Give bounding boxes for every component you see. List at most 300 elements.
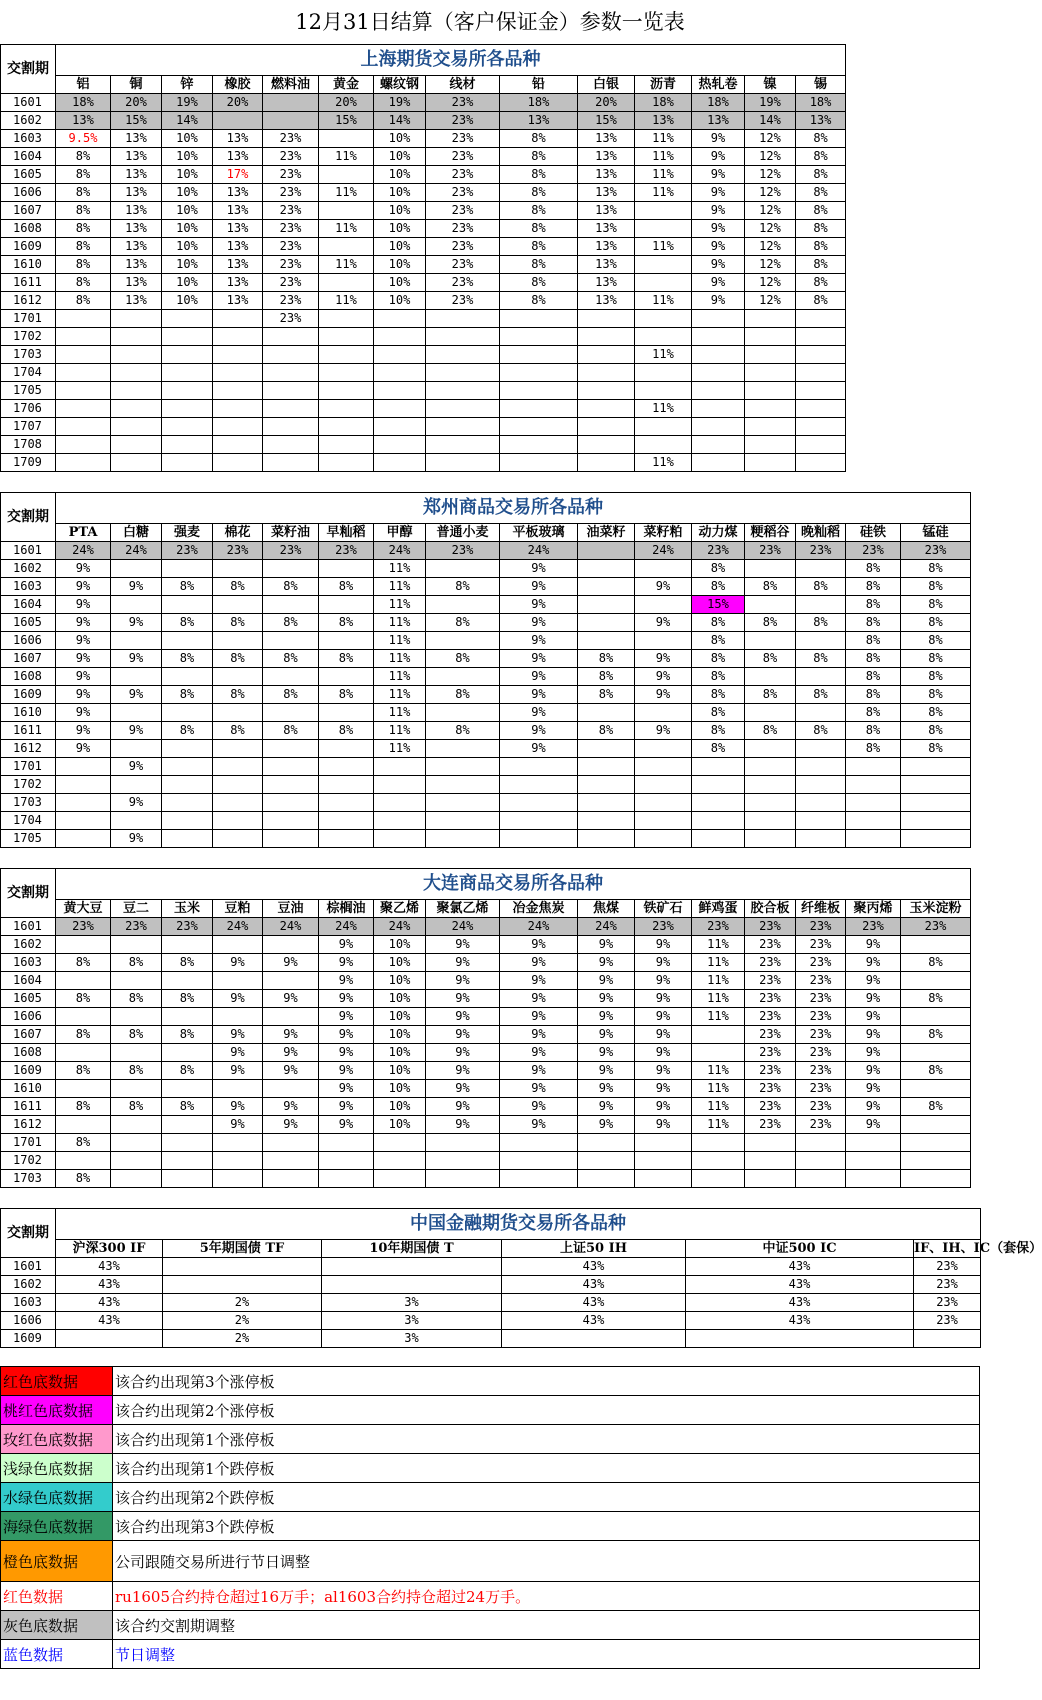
margin-cell xyxy=(426,830,500,848)
margin-cell xyxy=(213,972,263,990)
column-header: PTA xyxy=(56,524,111,542)
margin-cell xyxy=(56,328,111,346)
margin-cell xyxy=(162,1008,213,1026)
margin-cell: 8% xyxy=(796,722,846,740)
margin-cell: 8% xyxy=(56,238,111,256)
margin-cell xyxy=(213,1008,263,1026)
margin-cell xyxy=(319,794,374,812)
margin-cell xyxy=(162,812,213,830)
margin-cell xyxy=(692,812,745,830)
margin-cell: 11% xyxy=(692,972,745,990)
margin-cell: 9% xyxy=(426,1116,500,1134)
margin-cell: 24% xyxy=(374,918,426,936)
margin-cell: 8% xyxy=(213,650,263,668)
margin-cell: 8% xyxy=(319,650,374,668)
margin-cell xyxy=(635,740,692,758)
margin-cell: 23% xyxy=(745,918,796,936)
margin-cell xyxy=(263,740,319,758)
margin-cell: 20% xyxy=(578,94,635,112)
margin-cell: 13% xyxy=(578,292,635,310)
margin-cell xyxy=(319,364,374,382)
margin-cell xyxy=(163,1276,322,1294)
margin-cell: 9% xyxy=(692,202,745,220)
margin-cell xyxy=(692,310,745,328)
margin-cell: 15% xyxy=(111,112,162,130)
column-header: 早籼稻 xyxy=(319,524,374,542)
margin-cell xyxy=(426,1134,500,1152)
margin-cell xyxy=(162,776,213,794)
margin-cell: 12% xyxy=(745,130,796,148)
margin-cell xyxy=(263,1152,319,1170)
delivery-month: 1604 xyxy=(1,972,56,990)
delivery-month: 1601 xyxy=(1,94,56,112)
margin-cell: 23% xyxy=(745,972,796,990)
margin-cell xyxy=(426,596,500,614)
margin-cell xyxy=(578,454,635,472)
margin-cell: 8% xyxy=(901,650,971,668)
margin-cell xyxy=(111,632,162,650)
column-header: 螺纹钢 xyxy=(374,76,426,94)
margin-cell: 9% xyxy=(319,1116,374,1134)
margin-cell: 9% xyxy=(500,632,578,650)
margin-cell xyxy=(635,596,692,614)
margin-cell xyxy=(692,776,745,794)
margin-cell xyxy=(796,1152,846,1170)
margin-cell: 9% xyxy=(578,1062,635,1080)
margin-cell: 8% xyxy=(692,578,745,596)
margin-cell: 8% xyxy=(319,614,374,632)
delivery-month: 1608 xyxy=(1,220,56,238)
margin-cell: 8% xyxy=(846,704,901,722)
margin-cell xyxy=(635,704,692,722)
margin-cell xyxy=(162,740,213,758)
margin-cell: 11% xyxy=(374,704,426,722)
margin-cell: 9% xyxy=(692,220,745,238)
margin-cell: 10% xyxy=(374,166,426,184)
margin-cell: 13% xyxy=(578,184,635,202)
margin-cell xyxy=(796,1170,846,1188)
table-row xyxy=(1,112,846,130)
margin-cell xyxy=(692,1170,745,1188)
margin-cell: 11% xyxy=(635,400,692,418)
margin-cell: 9% xyxy=(846,1098,901,1116)
margin-cell: 8% xyxy=(692,668,745,686)
margin-cell: 9% xyxy=(846,1116,901,1134)
margin-cell: 9% xyxy=(578,972,635,990)
margin-cell: 11% xyxy=(692,936,745,954)
margin-cell xyxy=(635,382,692,400)
margin-cell: 8% xyxy=(56,220,111,238)
margin-cell xyxy=(745,632,796,650)
margin-cell: 8% xyxy=(263,650,319,668)
margin-cell: 8% xyxy=(901,632,971,650)
margin-cell: 10% xyxy=(374,202,426,220)
margin-cell: 9% xyxy=(426,990,500,1008)
margin-cell: 9% xyxy=(426,1098,500,1116)
delivery-month: 1611 xyxy=(1,274,56,292)
delivery-month: 1608 xyxy=(1,668,56,686)
margin-cell: 8% xyxy=(111,990,162,1008)
margin-cell: 10% xyxy=(162,184,213,202)
margin-cell: 9% xyxy=(426,936,500,954)
cffex-table xyxy=(0,1208,1042,1348)
margin-cell: 10% xyxy=(374,1008,426,1026)
margin-cell: 10% xyxy=(162,256,213,274)
delivery-month: 1709 xyxy=(1,454,56,472)
margin-cell: 23% xyxy=(914,1276,981,1294)
delivery-month: 1607 xyxy=(1,650,56,668)
margin-cell: 11% xyxy=(635,148,692,166)
margin-cell: 8% xyxy=(111,1098,162,1116)
margin-cell: 11% xyxy=(692,990,745,1008)
margin-cell xyxy=(374,776,426,794)
column-header: 线材 xyxy=(426,76,500,94)
margin-cell: 8% xyxy=(846,650,901,668)
table-row xyxy=(1,454,846,472)
margin-cell: 9% xyxy=(500,972,578,990)
margin-cell: 15% xyxy=(319,112,374,130)
margin-cell: 8% xyxy=(162,954,213,972)
margin-cell: 23% xyxy=(56,918,111,936)
delivery-month: 1703 xyxy=(1,1170,56,1188)
margin-cell xyxy=(578,632,635,650)
margin-cell: 13% xyxy=(213,148,263,166)
delivery-month: 1602 xyxy=(1,112,56,130)
margin-cell: 9% xyxy=(319,1098,374,1116)
margin-cell xyxy=(578,830,635,848)
margin-cell xyxy=(374,364,426,382)
column-header: IF、IH、IC（套保） xyxy=(914,1241,1042,1256)
margin-cell: 11% xyxy=(692,1080,745,1098)
margin-cell: 9% xyxy=(846,972,901,990)
margin-cell: 12% xyxy=(745,220,796,238)
table-row xyxy=(1,184,846,202)
margin-cell xyxy=(213,830,263,848)
table-row xyxy=(1,1294,981,1312)
margin-cell: 13% xyxy=(213,274,263,292)
margin-cell: 8% xyxy=(901,1098,971,1116)
margin-cell: 13% xyxy=(111,202,162,220)
margin-cell: 8% xyxy=(263,722,319,740)
margin-cell xyxy=(692,1134,745,1152)
legend-row xyxy=(1,1367,980,1396)
margin-cell xyxy=(56,936,111,954)
margin-cell xyxy=(846,1152,901,1170)
delivery-month: 1612 xyxy=(1,1116,56,1134)
margin-cell xyxy=(374,1170,426,1188)
margin-cell: 13% xyxy=(56,112,111,130)
margin-cell xyxy=(56,1152,111,1170)
delivery-month: 1603 xyxy=(1,954,56,972)
column-header: 玉米 xyxy=(162,900,213,918)
margin-cell xyxy=(111,1116,162,1134)
margin-cell: 23% xyxy=(263,238,319,256)
margin-cell xyxy=(635,794,692,812)
margin-cell: 10% xyxy=(162,274,213,292)
margin-cell: 8% xyxy=(692,740,745,758)
margin-cell xyxy=(263,560,319,578)
margin-cell xyxy=(578,578,635,596)
margin-cell: 9% xyxy=(635,668,692,686)
margin-cell xyxy=(635,776,692,794)
margin-cell: 9% xyxy=(500,1044,578,1062)
margin-cell: 9% xyxy=(500,1062,578,1080)
margin-cell xyxy=(111,418,162,436)
margin-cell xyxy=(635,274,692,292)
margin-cell xyxy=(500,812,578,830)
margin-cell xyxy=(319,202,374,220)
margin-cell xyxy=(162,436,213,454)
margin-cell: 23% xyxy=(796,1098,846,1116)
margin-cell xyxy=(426,704,500,722)
margin-cell: 9% xyxy=(213,954,263,972)
row-header-label: 交割期 xyxy=(1,493,56,542)
margin-cell xyxy=(635,1170,692,1188)
margin-cell: 13% xyxy=(578,202,635,220)
margin-cell: 23% xyxy=(319,542,374,560)
margin-cell: 8% xyxy=(56,1026,111,1044)
margin-cell: 13% xyxy=(692,112,745,130)
margin-cell xyxy=(796,830,846,848)
margin-cell xyxy=(319,238,374,256)
margin-cell: 11% xyxy=(319,256,374,274)
delivery-month: 1605 xyxy=(1,990,56,1008)
table-row xyxy=(1,400,846,418)
margin-cell: 23% xyxy=(745,1044,796,1062)
margin-cell xyxy=(319,436,374,454)
margin-cell: 9% xyxy=(500,596,578,614)
margin-cell xyxy=(578,436,635,454)
column-header: 纤维板 xyxy=(796,900,846,918)
margin-cell: 15% xyxy=(578,112,635,130)
margin-cell: 9% xyxy=(692,166,745,184)
margin-cell xyxy=(901,936,971,954)
margin-cell: 9% xyxy=(635,936,692,954)
margin-cell: 9% xyxy=(56,740,111,758)
margin-cell xyxy=(162,1134,213,1152)
page-title: 12月31日结算（客户保证金）参数一览表 xyxy=(295,10,685,34)
czce-table xyxy=(0,492,971,848)
margin-cell: 8% xyxy=(796,130,846,148)
margin-cell xyxy=(111,704,162,722)
margin-cell: 13% xyxy=(213,292,263,310)
delivery-month: 1610 xyxy=(1,256,56,274)
delivery-month: 1608 xyxy=(1,1044,56,1062)
margin-cell xyxy=(500,1152,578,1170)
margin-cell xyxy=(319,346,374,364)
margin-cell: 9% xyxy=(426,1044,500,1062)
margin-cell xyxy=(635,256,692,274)
margin-cell xyxy=(162,668,213,686)
margin-cell xyxy=(796,1134,846,1152)
margin-cell: 23% xyxy=(796,918,846,936)
margin-cell xyxy=(635,202,692,220)
margin-cell: 23% xyxy=(426,256,500,274)
margin-cell: 8% xyxy=(426,686,500,704)
margin-cell: 23% xyxy=(796,972,846,990)
legend-label: 红色数据 xyxy=(1,1582,113,1611)
margin-cell xyxy=(426,382,500,400)
margin-cell: 13% xyxy=(796,112,846,130)
margin-cell xyxy=(162,1170,213,1188)
margin-cell: 8% xyxy=(213,614,263,632)
margin-cell: 8% xyxy=(500,184,578,202)
margin-cell xyxy=(319,776,374,794)
delivery-month: 1610 xyxy=(1,1080,56,1098)
margin-cell: 9% xyxy=(319,1062,374,1080)
margin-cell xyxy=(162,758,213,776)
margin-cell: 9% xyxy=(500,740,578,758)
margin-cell: 23% xyxy=(914,1294,981,1312)
table-row xyxy=(1,990,971,1008)
margin-cell: 23% xyxy=(901,918,971,936)
margin-cell xyxy=(374,830,426,848)
margin-cell xyxy=(319,596,374,614)
margin-cell xyxy=(213,310,263,328)
margin-cell: 23% xyxy=(111,918,162,936)
margin-cell xyxy=(914,1330,981,1348)
margin-cell: 8% xyxy=(796,184,846,202)
shfe-table xyxy=(0,44,846,472)
margin-cell: 43% xyxy=(56,1312,163,1330)
column-header: 豆二 xyxy=(111,900,162,918)
margin-cell: 8% xyxy=(426,722,500,740)
margin-cell: 23% xyxy=(263,184,319,202)
margin-cell xyxy=(319,328,374,346)
margin-cell: 43% xyxy=(502,1258,686,1276)
margin-cell: 9% xyxy=(213,990,263,1008)
margin-cell: 9% xyxy=(635,1026,692,1044)
margin-cell xyxy=(319,400,374,418)
margin-cell xyxy=(322,1258,502,1276)
margin-cell xyxy=(426,632,500,650)
column-header: 中证500 IC xyxy=(686,1240,914,1258)
margin-cell: 9% xyxy=(692,292,745,310)
column-header: 豆油 xyxy=(263,900,319,918)
table-row xyxy=(1,794,971,812)
margin-cell: 11% xyxy=(374,668,426,686)
margin-cell xyxy=(745,830,796,848)
margin-cell xyxy=(263,1080,319,1098)
margin-cell: 9% xyxy=(500,936,578,954)
delivery-month: 1607 xyxy=(1,202,56,220)
margin-cell xyxy=(578,418,635,436)
margin-cell xyxy=(901,1134,971,1152)
margin-cell: 9% xyxy=(319,954,374,972)
table-row xyxy=(1,364,846,382)
margin-cell: 8% xyxy=(213,722,263,740)
margin-cell xyxy=(263,758,319,776)
margin-cell: 8% xyxy=(692,632,745,650)
column-header: 铝 xyxy=(56,76,111,94)
margin-cell xyxy=(213,740,263,758)
margin-cell: 9% xyxy=(578,936,635,954)
margin-cell: 9% xyxy=(500,1080,578,1098)
margin-cell xyxy=(162,1116,213,1134)
table-row xyxy=(1,1152,971,1170)
margin-cell xyxy=(56,794,111,812)
margin-cell: 9% xyxy=(319,1008,374,1026)
margin-cell: 8% xyxy=(213,578,263,596)
margin-cell: 9% xyxy=(635,1044,692,1062)
column-header: 黄金 xyxy=(319,76,374,94)
column-header: 晚籼稻 xyxy=(796,524,846,542)
margin-cell xyxy=(635,220,692,238)
margin-cell xyxy=(901,758,971,776)
delivery-month: 1609 xyxy=(1,1330,56,1348)
margin-cell: 11% xyxy=(635,346,692,364)
margin-cell: 8% xyxy=(692,722,745,740)
table-row xyxy=(1,560,971,578)
margin-cell: 9% xyxy=(635,722,692,740)
margin-cell xyxy=(111,436,162,454)
margin-cell xyxy=(578,614,635,632)
margin-cell: 9% xyxy=(846,1026,901,1044)
table-row xyxy=(1,436,846,454)
margin-cell: 8% xyxy=(578,668,635,686)
margin-cell: 13% xyxy=(111,238,162,256)
margin-cell: 12% xyxy=(745,184,796,202)
legend-label: 玫红色底数据 xyxy=(1,1425,113,1454)
column-header: 10年期国债 T xyxy=(322,1240,502,1258)
margin-cell xyxy=(745,596,796,614)
margin-cell: 13% xyxy=(578,166,635,184)
margin-cell xyxy=(111,328,162,346)
margin-cell xyxy=(213,704,263,722)
delivery-month: 1605 xyxy=(1,614,56,632)
margin-cell xyxy=(319,668,374,686)
margin-cell xyxy=(500,346,578,364)
column-header: 锰硅 xyxy=(901,524,971,542)
margin-cell xyxy=(111,596,162,614)
margin-cell: 10% xyxy=(374,274,426,292)
column-header: 豆粕 xyxy=(213,900,263,918)
table-row xyxy=(1,1134,971,1152)
margin-cell: 8% xyxy=(796,686,846,704)
margin-cell: 18% xyxy=(796,94,846,112)
margin-cell xyxy=(56,776,111,794)
margin-cell: 23% xyxy=(796,1008,846,1026)
margin-cell xyxy=(692,1152,745,1170)
margin-cell: 10% xyxy=(162,166,213,184)
margin-cell: 9% xyxy=(846,1044,901,1062)
margin-cell: 9% xyxy=(426,1026,500,1044)
margin-cell xyxy=(213,112,263,130)
margin-cell: 10% xyxy=(162,292,213,310)
margin-cell xyxy=(263,382,319,400)
margin-cell xyxy=(901,830,971,848)
margin-cell: 23% xyxy=(635,918,692,936)
margin-cell xyxy=(111,310,162,328)
margin-cell xyxy=(578,400,635,418)
margin-cell: 11% xyxy=(692,1062,745,1080)
section-gap xyxy=(0,848,980,868)
margin-cell xyxy=(578,346,635,364)
margin-cell: 9% xyxy=(578,1116,635,1134)
table-row xyxy=(1,812,971,830)
margin-cell xyxy=(111,560,162,578)
margin-cell: 43% xyxy=(56,1276,163,1294)
margin-cell: 23% xyxy=(263,256,319,274)
margin-cell xyxy=(111,812,162,830)
margin-cell: 8% xyxy=(56,990,111,1008)
margin-cell: 13% xyxy=(111,166,162,184)
margin-cell xyxy=(426,758,500,776)
delivery-month: 1612 xyxy=(1,740,56,758)
margin-cell xyxy=(500,328,578,346)
margin-cell: 9% xyxy=(263,1044,319,1062)
margin-cell: 8% xyxy=(578,722,635,740)
